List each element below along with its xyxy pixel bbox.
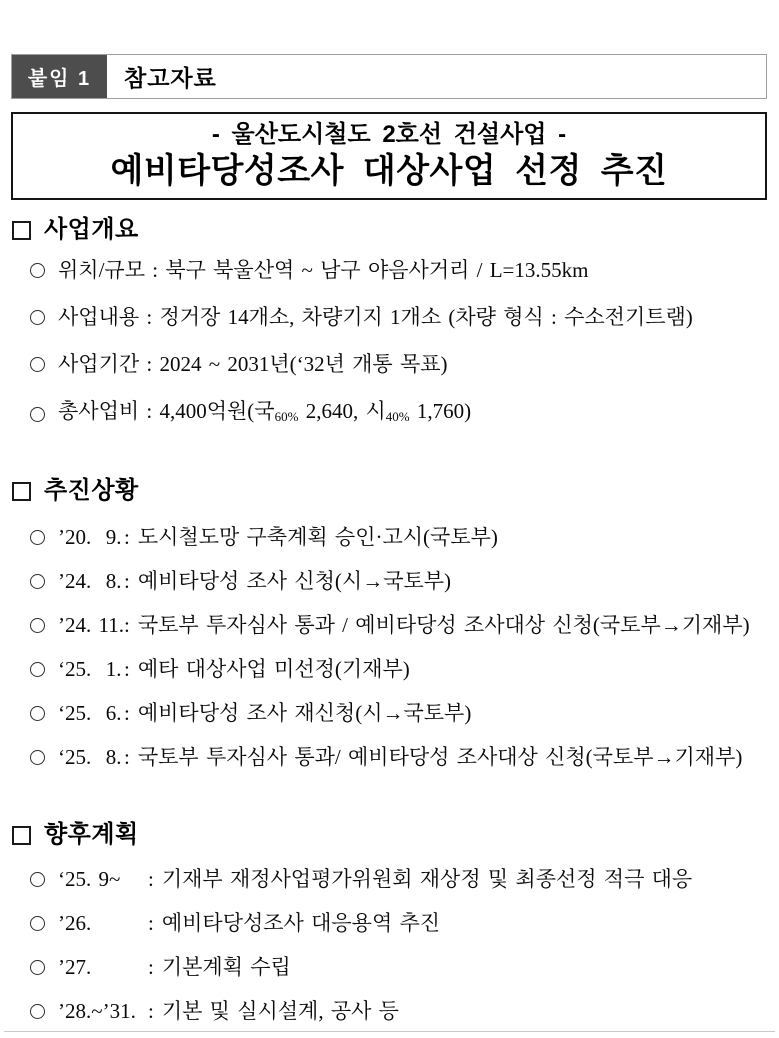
item-text: 국토부 투자심사 통과 / 예비타당성 조사대상 신청(국토부→기재부) [137,613,750,637]
section-heading-label: 사업개요 [44,216,139,243]
item-text: 사업기간 : 2024 ~ 2031년(‘32년 개통 목표) [58,352,448,376]
circle-bullet-icon [30,310,45,325]
item-text: 예비타당성 조사 신청(시→국토부) [137,569,452,593]
square-bullet-icon [12,826,31,845]
attachment-tag: 붙임 1 [12,55,107,98]
item-date: ‘25. 8. [58,745,122,769]
page-bottom-border [4,1031,775,1032]
list-item [30,699,767,727]
list-item [30,523,767,551]
item-text: 예비타당성 조사 재신청(시→국토부) [137,701,472,725]
list-item [30,256,767,284]
item-text: 위치/규모 : 북구 북울산역 ~ 남구 야음사거리 / L=13.55km [58,258,589,282]
circle-bullet-icon [30,263,45,278]
list-item [30,567,767,595]
item-text: 기재부 재정사업평가위원회 재상정 및 최종선정 적극 대응 [161,867,693,891]
square-bullet-icon [12,482,31,501]
item-date: ’24. 11. [58,613,124,637]
colon-separator: : [148,911,154,935]
overview-item-list [11,256,767,431]
circle-bullet-icon [30,872,45,887]
section-heading [11,477,767,505]
colon-separator: : [124,613,130,637]
list-item [30,397,767,431]
list-item [30,655,767,683]
colon-separator: : [124,525,130,549]
title-box [11,112,767,200]
list-item [30,350,767,378]
circle-bullet-icon [30,960,45,975]
item-text: 기본계획 수립 [161,955,291,979]
colon-separator: : [148,955,154,979]
document-content [11,0,767,1038]
item-date: ‘25. 9~ [58,867,121,891]
list-item [30,865,767,893]
item-text: 예비타당성조사 대응용역 추진 [161,911,441,935]
colon-separator: : [124,701,130,725]
colon-separator: : [124,569,130,593]
circle-bullet-icon [30,407,45,422]
square-bullet-icon [12,221,31,240]
doc-type-label: 참고자료 [124,65,217,91]
plan-item-list [11,865,767,1025]
item-text: 사업내용 : 정거장 14개소, 차량기지 1개소 (차량 형식 : 수소전기트램) [58,305,693,329]
circle-bullet-icon [30,530,45,545]
item-text: 기본 및 실시설계, 공사 등 [161,999,399,1023]
list-item [30,303,767,331]
circle-bullet-icon [30,357,45,372]
colon-separator: : [124,745,130,769]
page-title: 예비타당성조사 대상사업 선정 추진 [110,152,668,190]
progress-item-list [11,523,767,771]
section-heading [11,821,767,849]
section-heading [11,216,767,244]
item-text: 도시철도망 구축계획 승인·고시(국토부) [137,525,498,549]
circle-bullet-icon [30,916,45,931]
list-item [30,997,767,1025]
section-heading-label: 추진상황 [44,477,139,504]
circle-bullet-icon [30,1004,45,1019]
colon-separator: : [124,657,130,681]
list-item [30,611,767,639]
list-item [30,909,767,937]
item-text: 예타 대상사업 미선정(기재부) [137,657,410,681]
circle-bullet-icon [30,574,45,589]
list-item [30,953,767,981]
item-text: 총사업비 : 4,400억원(국$_{60\%}$ 2,640, 시$_{40\%}$ 1,760) [58,399,472,424]
project-subtitle: - 울산도시철도 2호선 건설사업 - [211,121,567,148]
item-date: ’28.~’31. [58,999,136,1023]
item-date: ’27. [58,955,92,979]
item-date: ’24. 8. [58,569,122,593]
item-date: ’26. [58,911,92,935]
item-text: 국토부 투자심사 통과/ 예비타당성 조사대상 신청(국토부→기재부) [137,745,743,769]
section-heading-label: 향후계획 [44,821,139,848]
colon-separator: : [148,867,154,891]
circle-bullet-icon [30,618,45,633]
section-future-plan [11,821,767,1025]
item-date: ‘25. 6. [58,701,122,725]
circle-bullet-icon [30,706,45,721]
item-date: ‘25. 1. [58,657,122,681]
attachment-header [11,54,767,99]
section-progress [11,477,767,771]
circle-bullet-icon [30,750,45,765]
list-item [30,743,767,771]
section-overview [11,216,767,431]
colon-separator: : [148,999,154,1023]
item-date: ’20. 9. [58,525,122,549]
circle-bullet-icon [30,662,45,677]
